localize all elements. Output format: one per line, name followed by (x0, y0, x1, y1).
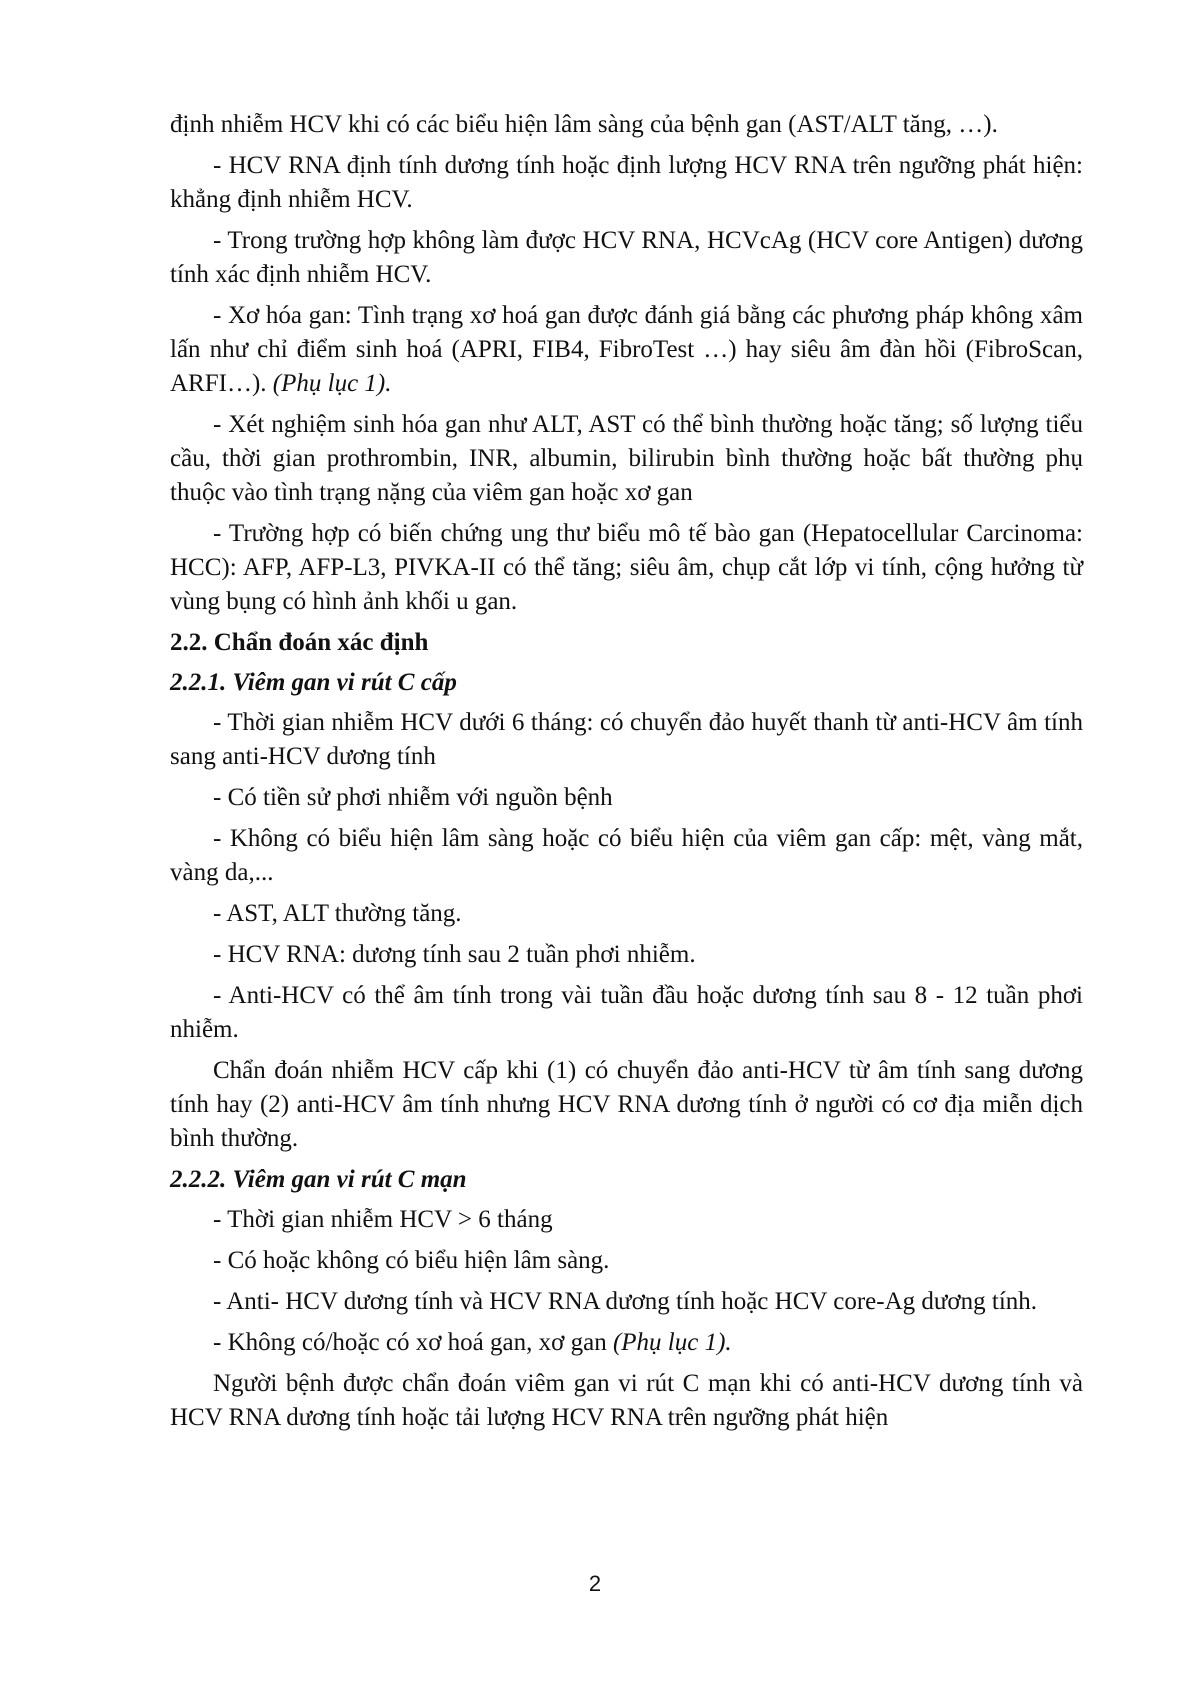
subsection-heading: 2.2.2. Viêm gan vi rút C mạn (170, 1166, 467, 1193)
list-item: - AST, ALT thường tăng. (213, 900, 462, 927)
list-item: - Không có biểu hiện lâm sàng hoặc có biểu hiện của viêm gan cấp: mệt, vàng mắt, vàng da,... (170, 825, 1083, 886)
list-item: - Thời gian nhiễm HCV > 6 tháng (213, 1206, 553, 1233)
paragraph: - Trường hợp có biến chứng ung thư biểu mô tế bào gan (Hepatocellular Carcinoma: HCC): AFP, AFP-L3, PIVKA-II có thể tăng; siêu âm, chụp cắt lớp vi tính, cộng hưởng từ vùng bụng có hình ảnh khối u gan. (170, 520, 1083, 615)
list-item: - Có tiền sử phơi nhiễm với nguồn bệnh (213, 784, 613, 811)
appendix-reference: (Phụ lục 1). (612, 1329, 732, 1356)
document-page (170, 108, 1083, 1442)
list-item: - Có hoặc không có biểu hiện lâm sàng. (213, 1247, 610, 1274)
section-heading: 2.2. Chẩn đoán xác định (170, 629, 429, 656)
paragraph: - HCV RNA định tính dương tính hoặc định lượng HCV RNA trên ngưỡng phát hiện: khẳng định nhiễm HCV. (170, 152, 1083, 213)
paragraph: định nhiễm HCV khi có các biểu hiện lâm sàng của bệnh gan (AST/ALT tăng, …). (170, 111, 998, 138)
paragraph (170, 299, 1083, 401)
list-item-text: - Không có/hoặc có xơ hoá gan, xơ gan (213, 1329, 607, 1356)
paragraph: - Xét nghiệm sinh hóa gan như ALT, AST có thể bình thường hoặc tăng; số lượng tiểu cầu, thời gian prothrombin, INR, albumin, bilirubin bình thường hoặc bất thường phụ thuộc vào tình trạng nặng của viêm gan hoặc xơ gan (170, 411, 1083, 506)
paragraph: - Trong trường hợp không làm được HCV RNA, HCVcAg (HCV core Antigen) dương tính xác định nhiễm HCV. (170, 227, 1083, 288)
list-item: - Thời gian nhiễm HCV dưới 6 tháng: có chuyển đảo huyết thanh từ anti-HCV âm tính sang anti-HCV dương tính (170, 709, 1083, 770)
paragraph: Chẩn đoán nhiễm HCV cấp khi (1) có chuyển đảo anti-HCV từ âm tính sang dương tính hay (2) anti-HCV âm tính nhưng HCV RNA dương tính ở người có cơ địa miễn dịch bình thường. (170, 1057, 1083, 1152)
paragraph: Người bệnh được chẩn đoán viêm gan vi rút C mạn khi có anti-HCV dương tính và HCV RNA dương tính hoặc tải lượng HCV RNA trên ngưỡng phát hiện (170, 1370, 1083, 1431)
paragraph-text: - Xơ hóa gan: Tình trạng xơ hoá gan được đánh giá bằng các phương pháp không xâm lấn như chỉ điểm sinh hoá (APRI, FIB4, FibroTest …) hay siêu âm đàn hồi (FibroScan, ARFI…). (170, 302, 1083, 397)
list-item: - Anti-HCV có thể âm tính trong vài tuần đầu hoặc dương tính sau 8 - 12 tuần phơi nhiễm. (170, 982, 1083, 1043)
list-item: - Anti- HCV dương tính và HCV RNA dương tính hoặc HCV core-Ag dương tính. (213, 1288, 1038, 1315)
subsection-heading: 2.2.1. Viêm gan vi rút C cấp (170, 669, 457, 696)
page-number: 2 (588, 1571, 602, 1596)
list-item: - HCV RNA: dương tính sau 2 tuần phơi nhiễm. (213, 941, 696, 968)
appendix-reference: (Phụ lục 1). (272, 370, 392, 397)
list-item (170, 1326, 1083, 1360)
